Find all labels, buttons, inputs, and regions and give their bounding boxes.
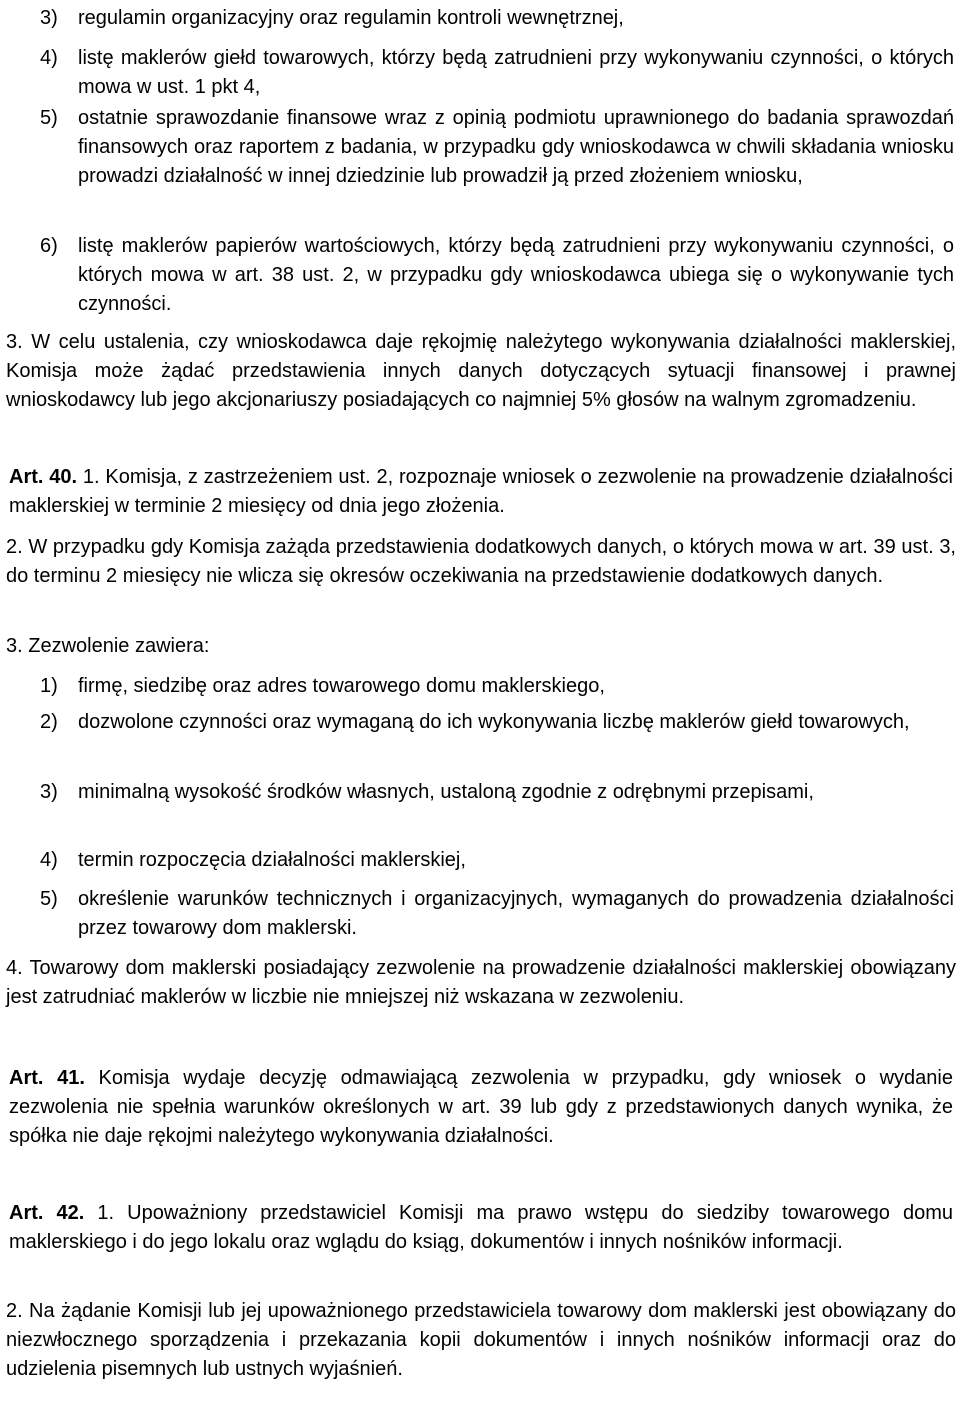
list-item [40,708,954,737]
list-item-number: 1) [40,675,58,697]
list-item-number: 4) [40,849,58,871]
article-40-paragraph-1 [9,463,953,521]
list-item [40,44,954,102]
list-item-number: 3) [40,7,58,29]
list-item-text: listę maklerów papierów wartościowych, którzy będą zatrudnieni przy wykonywaniu czynności, o których mowa w art. 38 ust. 2, w przypadku gdy wnioskodawca ubiega się o wykonywanie tych czynności. [78,235,954,315]
article-40-paragraph-2: 2. W przypadku gdy Komisja zażąda przedstawienia dodatkowych danych, o których mowa w art. 39 ust. 3, do terminu 2 miesięcy nie wlicza się okresów oczekiwania na przedstawienie dodatkowych danych. [6,536,956,587]
list-item-text: termin rozpoczęcia działalności maklerskiej, [78,849,466,871]
list-item-number: 5) [40,888,58,910]
article-42-paragraph-2: 2. Na żądanie Komisji lub jej upoważnionego przedstawiciela towarowy dom maklerski jest obowiązany do niezwłocznego sporządzenia i przekazania kopii dokumentów i innych nośników informacji oraz do udzielenia pisemnych lub ustnych wyjaśnień. [6,1300,956,1380]
article-40-label: Art. 40. [9,466,78,488]
list-item-number: 2) [40,711,58,733]
list-item [40,846,954,875]
article-41 [9,1064,953,1151]
article-40-paragraph-3: 3. Zezwolenie zawiera: [6,635,210,657]
list-item-text: minimalną wysokość środków własnych, ustaloną zgodnie z odrębnymi przepisami, [78,781,814,803]
list-item-number: 3) [40,781,58,803]
list-item [40,778,954,807]
paragraph-art39-3: 3. W celu ustalenia, czy wnioskodawca daje rękojmię należytego wykonywania działalności maklerskiej, Komisja może żądać przedstawienia innych danych dotyczących sytuacji finansowej i prawnej wnioskodawcy lub jego akcjonariuszy posiadających co najmniej 5% głosów na walnym zgromadzeniu. [6,331,956,411]
article-41-label: Art. 41. [9,1067,85,1089]
list-item-text: regulamin organizacyjny oraz regulamin kontroli wewnętrznej, [78,7,624,29]
list-item-text: firmę, siedzibę oraz adres towarowego domu maklerskiego, [78,675,605,697]
list-item [40,232,954,319]
article-40-paragraph-4: 4. Towarowy dom maklerski posiadający zezwolenie na prowadzenie działalności maklerskiej obowiązany jest zatrudniać maklerów w liczbie nie mniejszej niż wskazana w zezwoleniu. [6,957,956,1008]
article-42-p1-text: 1. Upoważniony przedstawiciel Komisji ma prawo wstępu do siedziby towarowego domu maklerskiego i do jego lokalu oraz wglądu do ksiąg, dokumentów i innych nośników informacji. [9,1202,953,1253]
list-item-number: 4) [40,47,58,69]
list-item-text: dozwolone czynności oraz wymaganą do ich wykonywania liczbę maklerów giełd towarowych, [78,711,910,733]
list-item-text: listę maklerów giełd towarowych, którzy będą zatrudnieni przy wykonywaniu czynności, o których mowa w ust. 1 pkt 4, [78,47,954,98]
list-item [40,104,954,191]
list-item-text: ostatnie sprawozdanie finansowe wraz z opinią podmiotu uprawnionego do badania sprawozdań finansowych oraz raportem z badania, w przypadku gdy wnioskodawca w chwili składania wniosku prowadzi działalność w innej dziedzinie lub prowadził ją przed złożeniem wniosku, [78,107,954,187]
article-41-text: Komisja wydaje decyzję odmawiającą zezwolenia w przypadku, gdy wniosek o wydanie zezwolenia nie spełnia warunków określonych w art. 39 lub gdy z przedstawionych danych wynika, że spółka nie daje rękojmi należytego wykonywania działalności. [9,1067,953,1147]
article-40-p1-text: 1. Komisja, z zastrzeżeniem ust. 2, rozpoznaje wniosek o zezwolenie na prowadzenie działalności maklerskiej w terminie 2 miesięcy od dnia jego złożenia. [9,466,953,517]
list-item [40,4,954,33]
list-item-text: określenie warunków technicznych i organizacyjnych, wymaganych do prowadzenia działalności przez towarowy dom maklerski. [78,888,954,939]
article-42-label: Art. 42. [9,1202,85,1224]
list-item [40,885,954,943]
list-item-number: 6) [40,235,58,257]
list-item [40,672,954,701]
list-item-number: 5) [40,107,58,129]
article-42-paragraph-1 [9,1199,953,1257]
